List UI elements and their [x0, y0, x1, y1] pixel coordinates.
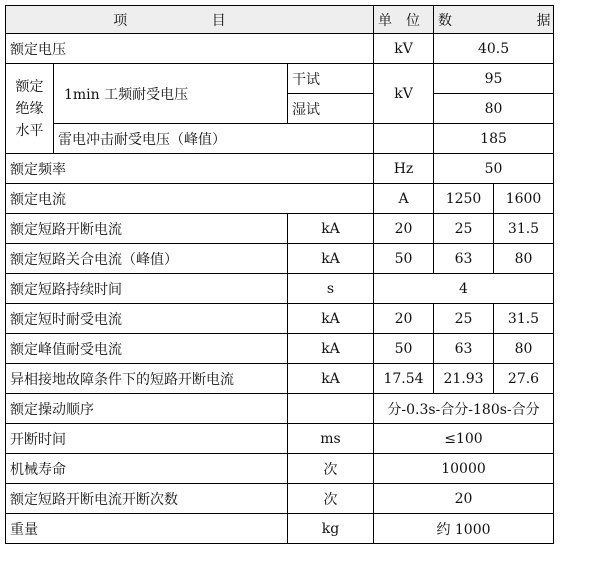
- row-value-2: 21.93: [434, 364, 494, 394]
- row-value-2: 63: [434, 244, 494, 274]
- row-value-2: 63: [434, 334, 494, 364]
- row-label: 额定短时耐受电流: [6, 304, 288, 334]
- row-label: 额定峰值耐受电流: [6, 334, 288, 364]
- power-freq-label: 1min 工频耐受电压: [54, 64, 288, 124]
- row-value-1: 1250: [434, 184, 494, 214]
- row-unit: kA: [288, 304, 374, 334]
- row-label: 额定短路持续时间: [6, 274, 288, 304]
- wet-test-label: 湿试: [288, 94, 374, 124]
- row-value: 10000: [374, 454, 554, 484]
- table-row: [6, 484, 554, 514]
- row-label: 机械寿命: [6, 454, 288, 484]
- row-value: ≤100: [374, 424, 554, 454]
- row-value: 分-0.3s-合分-180s-合分: [374, 394, 554, 424]
- insulation-group-label: [6, 64, 54, 154]
- row-value-3: 31.5: [494, 214, 554, 244]
- header-row: [6, 6, 554, 34]
- header-item: 项 目: [6, 6, 374, 34]
- row-unit: kA: [288, 334, 374, 364]
- table-row: [6, 64, 554, 94]
- row-value-1: 50: [374, 334, 434, 364]
- row-value-3: 80: [494, 334, 554, 364]
- table-row: [6, 214, 554, 244]
- row-value-2: 1600: [494, 184, 554, 214]
- row-value-2: 25: [434, 304, 494, 334]
- row-unit: kA: [288, 244, 374, 274]
- row-label: 额定电压: [6, 34, 374, 64]
- header-data: 数 据: [434, 6, 554, 34]
- row-unit: kV: [374, 64, 434, 124]
- table-row: [6, 124, 554, 154]
- row-value: 20: [374, 484, 554, 514]
- spec-table: [5, 5, 590, 214]
- row-label: 额定频率: [6, 154, 374, 184]
- row-value: 50: [434, 154, 554, 184]
- header-unit: 单位: [374, 6, 434, 34]
- row-unit: ms: [288, 424, 374, 454]
- row-value-1: 20: [374, 304, 434, 334]
- row-label: 额定短路开断电流: [6, 214, 288, 244]
- row-label: 额定电流: [6, 184, 374, 214]
- row-value-3: 31.5: [494, 304, 554, 334]
- row-label: 额定短路关合电流（峰值）: [6, 244, 288, 274]
- row-value: 约 1000: [374, 514, 554, 544]
- table-row: [6, 184, 554, 214]
- row-label: 额定操动顺序: [6, 394, 288, 424]
- row-unit: kA: [288, 364, 374, 394]
- table-row: [6, 334, 554, 364]
- row-unit: kV: [374, 34, 434, 64]
- row-value: 185: [434, 124, 554, 154]
- group-label-line: 水平: [15, 122, 44, 139]
- dry-test-label: 干试: [288, 64, 374, 94]
- table-row: [6, 424, 554, 454]
- spec-table-lower: [5, 213, 554, 544]
- row-unit: [374, 124, 434, 154]
- table-row: [6, 304, 554, 334]
- table-row: [6, 154, 554, 184]
- row-value: 80: [434, 94, 554, 124]
- table-row: [6, 364, 554, 394]
- table-row: [6, 394, 554, 424]
- row-value: 4: [374, 274, 554, 304]
- row-unit: kA: [288, 214, 374, 244]
- row-label: 重量: [6, 514, 288, 544]
- row-unit: 次: [288, 484, 374, 514]
- row-value-2: 25: [434, 214, 494, 244]
- table-row: [6, 34, 554, 64]
- row-label: 开断时间: [6, 424, 288, 454]
- row-unit: s: [288, 274, 374, 304]
- table-row: [6, 514, 554, 544]
- row-unit: [288, 394, 374, 424]
- row-unit: A: [374, 184, 434, 214]
- table-row: [6, 454, 554, 484]
- row-value: 40.5: [434, 34, 554, 64]
- row-value-1: 17.54: [374, 364, 434, 394]
- row-value-3: 80: [494, 244, 554, 274]
- row-unit: Hz: [374, 154, 434, 184]
- row-label: 额定短路开断电流开断次数: [6, 484, 288, 514]
- table-row: [6, 274, 554, 304]
- row-unit: 次: [288, 454, 374, 484]
- row-value-1: 50: [374, 244, 434, 274]
- row-value-1: 20: [374, 214, 434, 244]
- row-value: 95: [434, 64, 554, 94]
- lightning-label: 雷电冲击耐受电压（峰值）: [54, 124, 374, 154]
- group-label-line: 额定: [15, 78, 44, 95]
- row-label: 异相接地故障条件下的短路开断电流: [6, 364, 288, 394]
- table-row: [6, 244, 554, 274]
- row-value-3: 27.6: [494, 364, 554, 394]
- group-label-line: 绝缘: [15, 100, 44, 117]
- row-unit: kg: [288, 514, 374, 544]
